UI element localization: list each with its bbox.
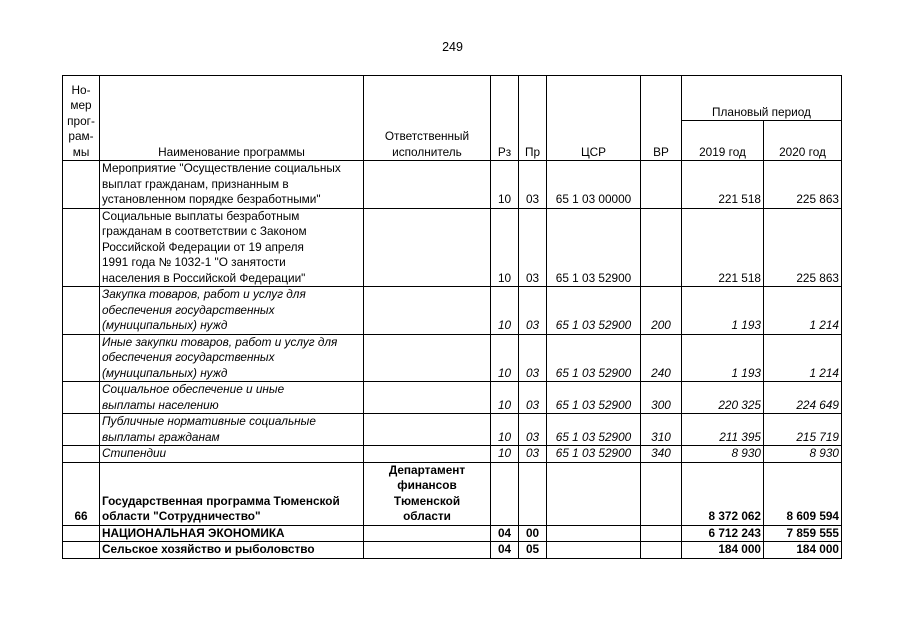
header-rz: Рз [491,76,519,161]
row-2020: 225 863 [764,161,842,209]
row-2019: 211 395 [682,414,764,446]
row-rz: 10 [491,414,519,446]
row-csr: 65 1 03 52900 [547,446,641,463]
row-vr [641,161,682,209]
table-row [63,462,842,525]
row-pr: 03 [519,446,547,463]
row-name: Мероприятие "Осуществление социальных выплат гражданам, признанным в установленном порядке безработными" [100,161,364,209]
row-2019: 8 930 [682,446,764,463]
header-planning-period: Плановый период [682,76,842,121]
row-csr: 65 1 03 52900 [547,287,641,335]
row-csr: 65 1 03 52900 [547,382,641,414]
row-pr: 03 [519,208,547,287]
row-csr: 65 1 03 52900 [547,208,641,287]
row-2020: 1 214 [764,287,842,335]
row-pr: 03 [519,287,547,335]
row-vr [641,542,682,559]
row-2019: 184 000 [682,542,764,559]
row-pr: 03 [519,161,547,209]
row-pr [519,462,547,525]
row-program-number: 66 [63,462,100,525]
row-executor: Департамент финансов Тюменской области [364,462,491,525]
row-csr [547,462,641,525]
row-name: Государственная программа Тюменской области "Сотрудничество" [100,462,364,525]
row-rz: 04 [491,542,519,559]
row-name: Социальные выплаты безработным гражданам в соответствии с Законом Российской Федерации от 19 апреля 1991 года № 1032-1 "О занятости населения в Российской Федерации" [100,208,364,287]
row-vr: 310 [641,414,682,446]
table-row [63,446,842,463]
row-vr: 340 [641,446,682,463]
row-rz: 10 [491,208,519,287]
row-2019: 220 325 [682,382,764,414]
row-name: Стипендии [100,446,364,463]
row-vr: 300 [641,382,682,414]
row-2019: 1 193 [682,287,764,335]
row-name: Социальное обеспечение и иные выплаты населению [100,382,364,414]
row-name: Публичные нормативные социальные выплаты гражданам [100,414,364,446]
row-pr: 05 [519,542,547,559]
row-2020: 1 214 [764,334,842,382]
row-2019: 6 712 243 [682,525,764,542]
row-pr: 03 [519,382,547,414]
row-pr: 00 [519,525,547,542]
row-2019: 221 518 [682,208,764,287]
table-row [63,414,842,446]
row-name: НАЦИОНАЛЬНАЯ ЭКОНОМИКА [100,525,364,542]
row-2020: 8 930 [764,446,842,463]
header-csr: ЦСР [547,76,641,161]
row-vr [641,208,682,287]
row-rz: 10 [491,287,519,335]
row-2020: 184 000 [764,542,842,559]
row-csr: 65 1 03 52900 [547,414,641,446]
row-2019: 1 193 [682,334,764,382]
header-vr: ВР [641,76,682,161]
row-2020: 215 719 [764,414,842,446]
row-2019: 8 372 062 [682,462,764,525]
row-vr: 240 [641,334,682,382]
row-2020: 224 649 [764,382,842,414]
row-rz: 10 [491,334,519,382]
row-rz [491,462,519,525]
row-rz: 04 [491,525,519,542]
table-row [63,208,842,287]
table-row [63,161,842,209]
header-program-name: Наименование программы [100,76,364,161]
row-2020: 225 863 [764,208,842,287]
row-csr: 65 1 03 00000 [547,161,641,209]
row-name: Сельское хозяйство и рыболовство [100,542,364,559]
row-rz: 10 [491,382,519,414]
row-vr: 200 [641,287,682,335]
row-2020: 7 859 555 [764,525,842,542]
row-vr [641,525,682,542]
table-row [63,525,842,542]
row-csr [547,542,641,559]
page-number: 249 [442,40,463,54]
header-year-2019: 2019 год [682,121,764,161]
header-executor: Ответственный исполнитель [364,76,491,161]
header-pr: Пр [519,76,547,161]
row-2020: 8 609 594 [764,462,842,525]
table-row [63,287,842,335]
row-2019: 221 518 [682,161,764,209]
row-rz: 10 [491,446,519,463]
header-program-number: Но- мер прог- рам- мы [63,76,100,161]
row-rz: 10 [491,161,519,209]
table-row [63,382,842,414]
row-pr: 03 [519,334,547,382]
row-vr [641,462,682,525]
table-row [63,334,842,382]
row-csr [547,525,641,542]
budget-table [62,75,842,559]
row-name: Иные закупки товаров, работ и услуг для обеспечения государственных (муниципальных) нужд [100,334,364,382]
table-row [63,542,842,559]
row-name: Закупка товаров, работ и услуг для обеспечения государственных (муниципальных) нужд [100,287,364,335]
row-csr: 65 1 03 52900 [547,334,641,382]
header-year-2020: 2020 год [764,121,842,161]
row-pr: 03 [519,414,547,446]
